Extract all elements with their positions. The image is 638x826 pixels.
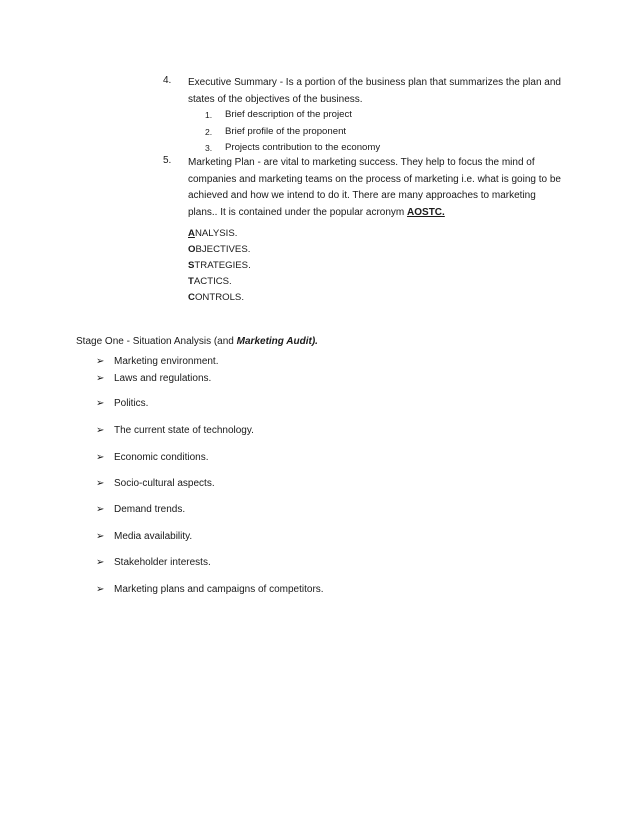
- bullet-text: Stakeholder interests.: [114, 557, 211, 568]
- acronym-rest: NALYSIS.: [194, 228, 238, 239]
- sublist-number: 2.: [205, 126, 213, 137]
- acronym-line: [188, 226, 251, 242]
- list-item-text: Executive Summary - Is a portion of the business plan that summarizes the plan and states of the objectives of the business.: [188, 77, 561, 105]
- acronym-letter: A: [188, 228, 195, 239]
- list-item-executive-summary: [163, 75, 563, 108]
- acronym-list: [188, 226, 251, 306]
- sublist-text: Projects contribution to the economy: [225, 142, 381, 153]
- list-number: 4.: [163, 75, 172, 86]
- bullet-text: Economic conditions.: [114, 452, 209, 463]
- list-item-marketing-plan: [163, 155, 561, 221]
- arrow-bullet-icon: ➢: [96, 584, 105, 595]
- arrow-bullet-icon: ➢: [96, 452, 105, 463]
- stage-heading-emphasis: Marketing Audit).: [236, 336, 318, 347]
- bullet-text: Marketing plans and campaigns of competitors.: [114, 584, 324, 595]
- bullet-text: Marketing environment.: [114, 356, 219, 367]
- stage-heading: [76, 335, 318, 349]
- acronym-rest: ONTROLS.: [194, 292, 244, 303]
- acronym-letter: O: [188, 244, 196, 255]
- arrow-bullet-icon: ➢: [96, 504, 105, 515]
- arrow-bullet-icon: ➢: [96, 557, 105, 568]
- sublist-item: [205, 107, 505, 124]
- acronym-letter: S: [188, 260, 195, 271]
- sublist-item: [205, 124, 505, 141]
- acronym-letter: T: [188, 276, 194, 287]
- acronym-rest: ACTICS.: [193, 276, 232, 287]
- stage-heading-text: Stage One - Situation Analysis (and: [76, 336, 237, 347]
- bullet-text: Politics.: [114, 398, 149, 409]
- bullet-text: The current state of technology.: [114, 425, 254, 436]
- sublist-number: 1.: [205, 110, 213, 120]
- bullet-text: Demand trends.: [114, 504, 186, 515]
- acronym-line: [188, 242, 251, 258]
- marketing-plan-text: Marketing Plan - are vital to marketing success. They help to focus the mind of companies and marketing teams on the process of marketing i.e. what is going to be achieved and how we intend to do it. There are many approaches to marketing plans.. It is contained under the popular acronym: [188, 157, 561, 218]
- arrow-bullet-icon: ➢: [96, 478, 105, 489]
- sublist-text: Brief description of the project: [225, 109, 352, 120]
- arrow-bullet-icon: ➢: [96, 398, 105, 409]
- acronym-line: [188, 258, 251, 274]
- arrow-bullet-icon: ➢: [96, 356, 105, 367]
- acronym-letter: C: [188, 292, 195, 303]
- acronym-line: [188, 274, 251, 290]
- list-number: 5.: [163, 155, 172, 166]
- sublist: [205, 107, 505, 157]
- acronym-rest: BJECTIVES.: [195, 244, 251, 255]
- list-item-text: [188, 155, 561, 221]
- acronym-line: [188, 290, 251, 306]
- bullet-text: Laws and regulations.: [114, 373, 212, 384]
- acronym-rest: TRATEGIES.: [194, 260, 251, 271]
- arrow-bullet-icon: ➢: [96, 425, 105, 436]
- bullet-text: Media availability.: [114, 531, 193, 542]
- arrow-bullet-icon: ➢: [96, 531, 105, 542]
- sublist-text: Brief profile of the proponent: [225, 125, 347, 137]
- arrow-bullet-icon: ➢: [96, 373, 105, 384]
- sublist-number: 3.: [205, 143, 213, 153]
- bullet-text: Socio-cultural aspects.: [114, 478, 215, 489]
- acronym-highlight: AOSTC.: [407, 206, 445, 218]
